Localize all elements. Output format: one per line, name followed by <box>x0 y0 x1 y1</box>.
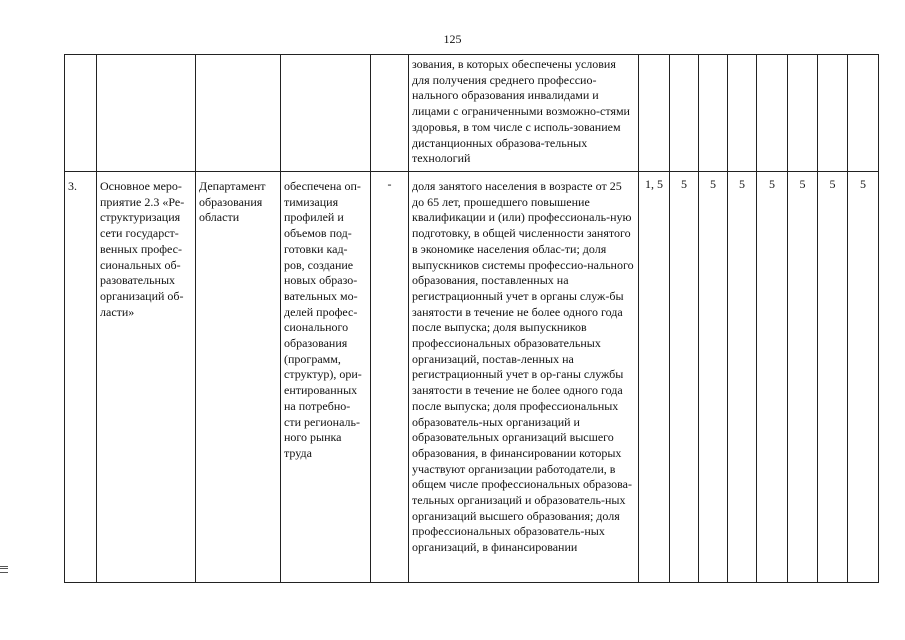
cell-value: 5 <box>728 172 757 583</box>
page-number: 125 <box>443 32 462 46</box>
cell-empty <box>728 55 757 172</box>
cell-measure-name: Основное меро-приятие 2.3 «Ре-структуризация сети государст-венных профес-сиональных об-разовательных организаций об-ласти» <box>97 172 196 583</box>
cell-value: 5 <box>757 172 788 583</box>
cell-empty <box>788 55 818 172</box>
measure-row <box>65 172 879 583</box>
cell-empty <box>371 55 409 172</box>
cell-indicator-continuation: зования, в которых обеспечены условия для получения среднего профессио-нального образования инвалидами и лицами с ограниченными возможно-стями здоровья, в том числе с исполь-зованием дистанционных образова-тельных технологий <box>409 55 639 172</box>
cell-empty <box>639 55 670 172</box>
cell-empty <box>670 55 699 172</box>
cell-empty <box>65 55 97 172</box>
continuation-row <box>65 55 879 172</box>
cell-empty <box>97 55 196 172</box>
program-measures-table <box>64 54 879 583</box>
cell-value: 5 <box>818 172 848 583</box>
binding-margin-mark <box>0 566 8 573</box>
cell-empty <box>196 55 281 172</box>
cell-empty <box>757 55 788 172</box>
cell-value: 5 <box>670 172 699 583</box>
cell-empty <box>281 55 371 172</box>
cell-value: 5 <box>699 172 728 583</box>
cell-value: 1, 5 <box>639 172 670 583</box>
cell-indicators: доля занятого населения в возрасте от 25 до 65 лет, прошедшего повышение квалификации и (или) профессиональ-ную подготовку, в общей численности занятого в экономике населения облас-ти; доля выпускников системы профессио-нального образования, поставленных на регистрационный учет в органы служ-бы занятости в течение не более одного года после выпуска; доля выпускников профессиональных образовательных организаций, постав-ленных на регистрационный учет в ор-ганы службы занятости в течение не более одного года после выпуска; доля профессиональных образователь-ных организаций и образовательных организаций высшего образования, в финансировании которых участвуют организации работодатели, в общем числе профессиональных образова-тельных организаций и образователь-ных организаций высшего образования; доля профессиональных образователь-ных организаций, в финансировании <box>409 172 639 583</box>
cell-expected-result: обеспечена оп-тимизация профилей и объемов под-готовки кад-ров, создание новых образо-вательных мо-делей профес-сионального образования (программ, структур), ори-ентированных на потребно-сти региональ-ного рынка труда <box>281 172 371 583</box>
cell-executor: Департамент образования области <box>196 172 281 583</box>
cell-empty <box>848 55 879 172</box>
cell-value: 5 <box>848 172 879 583</box>
cell-dash: - <box>371 172 409 583</box>
cell-row-number: 3. <box>65 172 97 583</box>
cell-value: 5 <box>788 172 818 583</box>
cell-empty <box>699 55 728 172</box>
cell-empty <box>818 55 848 172</box>
